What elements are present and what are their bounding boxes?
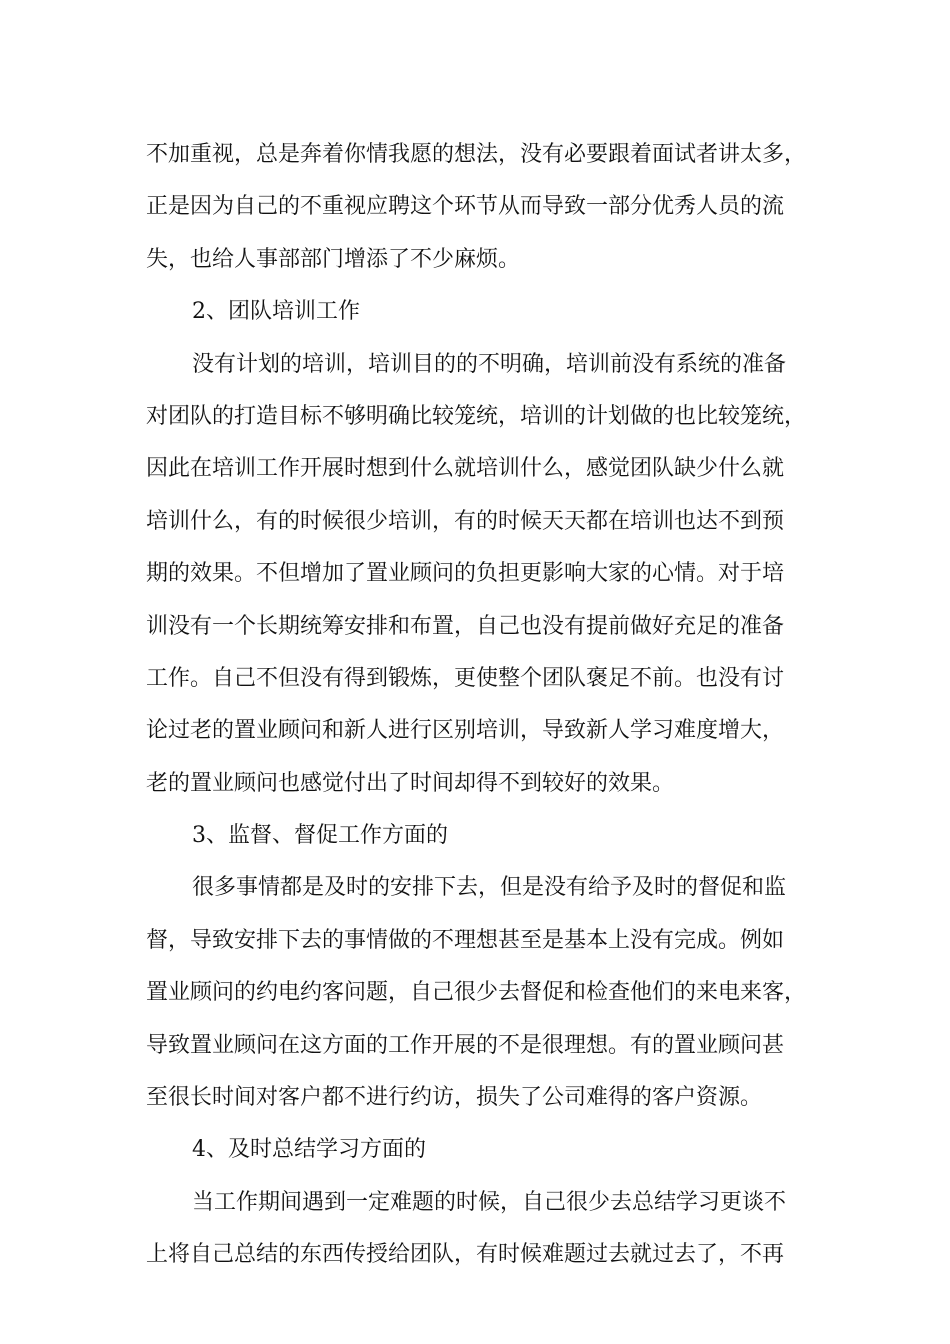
text-line: 没有计划的培训，培训目的的不明确，培训前没有系统的准备 [192, 351, 787, 377]
text-line: 2、团队培训工作 [192, 299, 360, 325]
text-line: 老的置业顾问也感觉付出了时间却得不到较好的效果。 [146, 770, 675, 796]
document-body [146, 129, 826, 1282]
text-line: 置业顾问的约电约客问题，自己很少去督促和检查他们的来电来客， [146, 980, 807, 1006]
text-line: 当工作期间遇到一定难题的时候，自己很少去总结学习更谈不 [192, 1189, 787, 1215]
text-line: 训没有一个长期统筹安排和布置，自己也没有提前做好充足的准备 [146, 613, 785, 639]
text-line: 很多事情都是及时的安排下去，但是没有给予及时的督促和监 [192, 875, 787, 901]
text-line: 因此在培训工作开展时想到什么就培训什么，感觉团队缺少什么就 [146, 456, 785, 482]
text-line: 失，也给人事部部门增添了不少麻烦。 [146, 246, 521, 272]
text-line: 导致置业顾问在这方面的工作开展的不是很理想。有的置业顾问甚 [146, 1032, 785, 1058]
text-line: 4、及时总结学习方面的 [192, 1137, 426, 1163]
text-line: 至很长时间对客户都不进行约访，损失了公司难得的客户资源。 [146, 1085, 763, 1111]
text-line: 督，导致安排下去的事情做的不理想甚至是基本上没有完成。例如 [146, 927, 785, 953]
text-line: 上将自己总结的东西传授给团队，有时候难题过去就过去了，不再 [146, 1242, 785, 1268]
text-line: 对团队的打造目标不够明确比较笼统，培训的计划做的也比较笼统， [146, 403, 807, 429]
text-line: 不加重视，总是奔着你情我愿的想法，没有必要跟着面试者讲太多， [146, 142, 807, 167]
text-line: 3、监督、督促工作方面的 [192, 823, 448, 849]
text-line: 工作。自己不但没有得到锻炼，更使整个团队褒足不前。也没有讨 [146, 665, 785, 691]
text-line: 期的效果。不但增加了置业顾问的负担更影响大家的心情。对于培 [146, 561, 785, 587]
text-line: 论过老的置业顾问和新人进行区别培训，导致新人学习难度增大， [146, 718, 785, 744]
text-line: 培训什么，有的时候很少培训，有的时候天天都在培训也达不到预 [146, 508, 785, 534]
text-line: 正是因为自己的不重视应聘这个环节从而导致一部分优秀人员的流 [146, 194, 785, 220]
